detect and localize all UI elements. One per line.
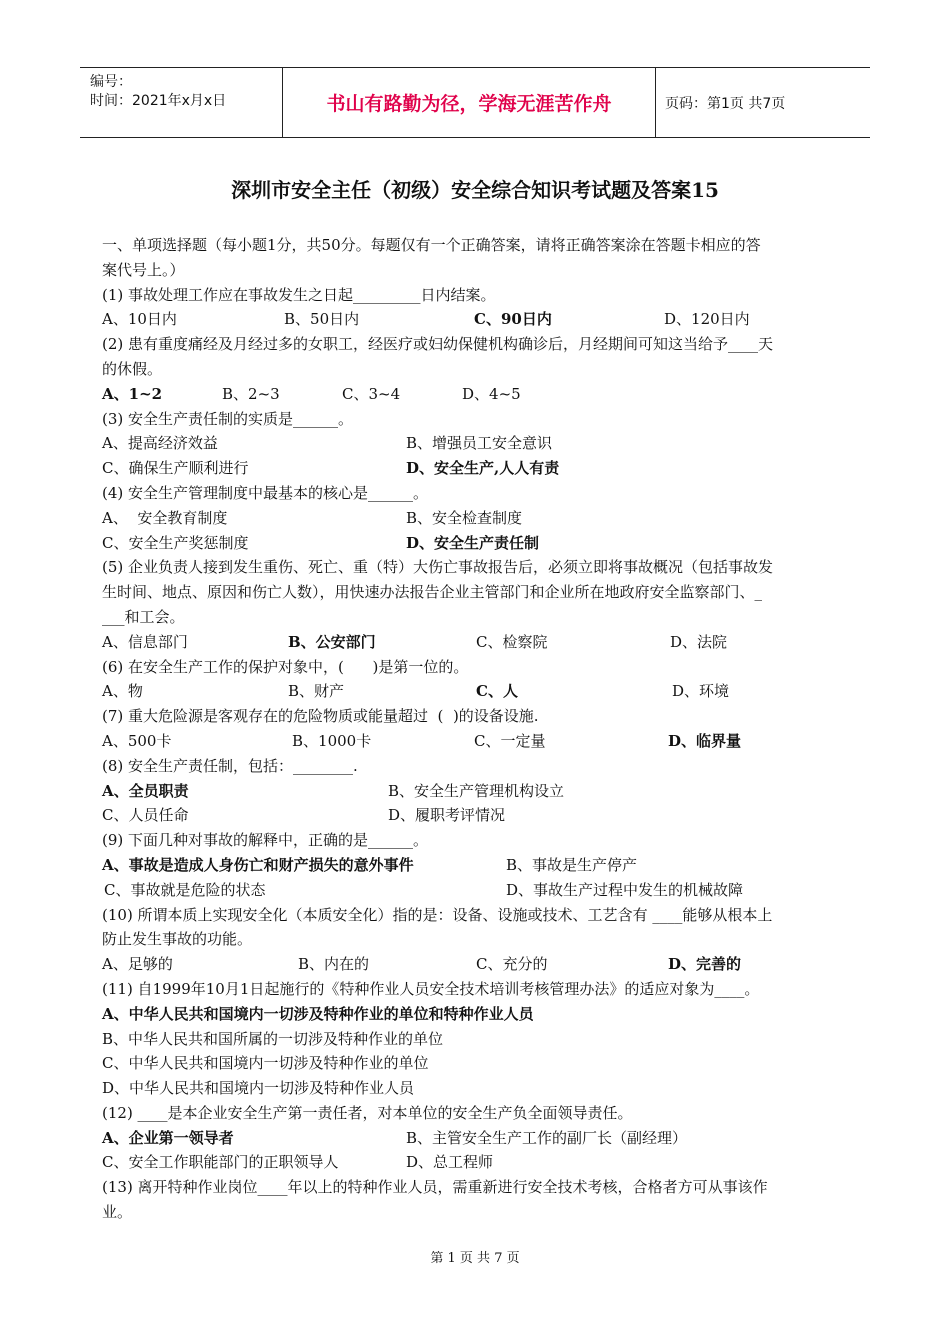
option-b: B、安全检查制度 [406, 508, 523, 527]
option-row [102, 1126, 852, 1151]
option-a: A、10日内 [102, 310, 177, 329]
option-a: A、提高经济效益 [102, 434, 218, 453]
option-row [102, 853, 852, 878]
document-title: 深圳市安全主任（初级）安全综合知识考试题及答案15 [231, 178, 719, 202]
option-a: A、 安全教育制度 [102, 508, 228, 527]
option-row [102, 878, 852, 903]
option-row [102, 1150, 852, 1175]
option-a: A、足够的 [102, 955, 173, 974]
option-b: B、财产 [288, 682, 345, 701]
option-a-answer: A、中华人民共和国境内一切涉及特种作业的单位和特种作业人员 [102, 1004, 534, 1023]
question-stem: (8) 安全生产责任制，包括：________. [102, 756, 358, 775]
option-c: C、一定量 [474, 731, 546, 750]
option-a-answer: A、全员职责 [102, 781, 189, 800]
option-c: C、3~4 [342, 384, 401, 403]
question-stem-cont: 业。 [102, 1203, 133, 1222]
option-b: B、2~3 [222, 384, 280, 403]
option-c: C、充分的 [476, 955, 548, 974]
question-stem: (11) 自1999年10月1日起施行的《特种作业人员安全技术培训考核管理办法》的适应对象为____。 [102, 979, 760, 998]
question-stem-cont: 生时间、地点、原因和伤亡人数），用快速办法报告企业主管部门和企业所在地政府安全监察部门、_ [102, 583, 763, 602]
option-d: D、法院 [670, 632, 728, 651]
section-intro: 一、单项选择题（每小题1分，共50分。每题仅有一个正确答案，请将正确答案涂在答题卡相应的答 [102, 236, 761, 254]
option-row [102, 679, 852, 704]
header-meta [80, 68, 282, 137]
option-a-answer: A、事故是造成人身伤亡和财产损失的意外事件 [102, 855, 414, 874]
option-a: A、信息部门 [102, 632, 188, 651]
option-d: D、履职考评情况 [388, 806, 506, 825]
option-b: B、1000卡 [292, 731, 372, 750]
option-row [102, 456, 852, 481]
page-footer: 第 1 页 共 7 页 [430, 1251, 520, 1266]
question-stem: (13) 离开特种作业岗位____年以上的特种作业人员，需重新进行安全技术考核，合格者方可从事该作 [102, 1178, 768, 1197]
option-c: C、确保生产顺利进行 [102, 459, 249, 478]
page-header [80, 67, 870, 138]
question-stem: (6) 在安全生产工作的保护对象中，( )是第一位的。 [102, 657, 469, 676]
header-number-label: 编号： [90, 74, 132, 90]
option-d: D、中华人民共和国境内一切涉及特种作业人员 [102, 1079, 415, 1098]
option-row [102, 803, 852, 828]
header-date: 时间：2021年x月x日 [90, 93, 227, 109]
header-motto: 书山有路勤为径，学海无涯苦作舟 [282, 68, 656, 137]
question-stem-cont: 防止发生事故的功能。 [102, 930, 253, 949]
option-d-answer: D、安全生产责任制 [406, 533, 540, 552]
option-d: D、4~5 [462, 384, 521, 403]
option-c: C、中华人民共和国境内一切涉及特种作业的单位 [102, 1054, 429, 1073]
section-intro-cont: 案代号上。） [102, 260, 185, 279]
question-stem: (12) ____是本企业安全生产第一责任者，对本单位的安全生产负全面领导责任。 [102, 1103, 633, 1122]
option-d: D、总工程师 [406, 1153, 494, 1172]
option-row [102, 630, 852, 655]
option-d: D、环境 [672, 682, 730, 701]
option-c: C、检察院 [476, 632, 548, 651]
option-b: B、安全生产管理机构设立 [388, 781, 565, 800]
option-a-answer: A、1~2 [102, 384, 163, 403]
header-page-info: 页码：第1页 共7页 [665, 95, 786, 112]
question-stem: (3) 安全生产责任制的实质是______。 [102, 409, 354, 428]
option-d-answer: D、完善的 [668, 955, 742, 974]
question-stem: (10) 所谓本质上实现安全化（本质安全化）指的是：设备、设施或技术、工艺含有 ____能够从根本上 [102, 905, 773, 924]
option-b-answer: B、公安部门 [288, 632, 376, 651]
question-stem-cont: 的休假。 [102, 359, 163, 378]
option-row [102, 729, 852, 754]
question-stem: (1) 事故处理工作应在事故发生之日起_________日内结案。 [102, 285, 496, 304]
option-d-answer: D、安全生产,人人有责 [406, 459, 560, 478]
option-row [102, 952, 852, 977]
option-c: C、安全生产奖惩制度 [102, 533, 249, 552]
option-c: C、事故就是危险的状态 [104, 880, 266, 899]
option-c-answer: C、人 [476, 682, 518, 701]
option-d: D、事故生产过程中发生的机械故障 [506, 880, 744, 899]
option-b: B、内在的 [298, 955, 370, 974]
question-stem: (2) 患有重度痛经及月经过多的女职工，经医疗或妇幼保健机构确诊后，月经期间可知这当给予____天 [102, 335, 774, 354]
option-row [102, 531, 852, 556]
option-row [102, 431, 852, 456]
option-row [102, 779, 852, 804]
option-b: B、事故是生产停产 [506, 855, 638, 874]
option-a-answer: A、企业第一领导者 [102, 1128, 234, 1147]
option-b: B、中华人民共和国所属的一切涉及特种作业的单位 [102, 1029, 444, 1048]
question-stem: (4) 安全生产管理制度中最基本的核心是______。 [102, 483, 429, 502]
question-stem: (7) 重大危险源是客观存在的危险物质或能量超过 ( )的设备设施. [102, 707, 539, 726]
option-b: B、增强员工安全意识 [406, 434, 553, 453]
question-stem-cont: ___和工会。 [102, 607, 185, 626]
option-row [102, 307, 852, 332]
option-b: B、50日内 [284, 310, 360, 329]
option-row [102, 506, 852, 531]
option-a: A、物 [102, 682, 143, 701]
question-stem: (5) 企业负责人接到发生重伤、死亡、重（特）大伤亡事故报告后，必须立即将事故概况（包括事故发 [102, 558, 774, 577]
option-c-answer: C、90日内 [474, 310, 552, 329]
option-a: A、500卡 [102, 731, 172, 750]
question-stem: (9) 下面几种对事故的解释中，正确的是______。 [102, 831, 429, 850]
option-d-answer: D、临界量 [668, 731, 742, 750]
question-list [102, 233, 852, 1225]
option-b: B、主管安全生产工作的副厂长（副经理） [406, 1128, 688, 1147]
option-c: C、安全工作职能部门的正职领导人 [102, 1153, 339, 1172]
option-c: C、人员任命 [102, 806, 189, 825]
option-row [102, 382, 852, 407]
option-d: D、120日内 [664, 310, 750, 329]
